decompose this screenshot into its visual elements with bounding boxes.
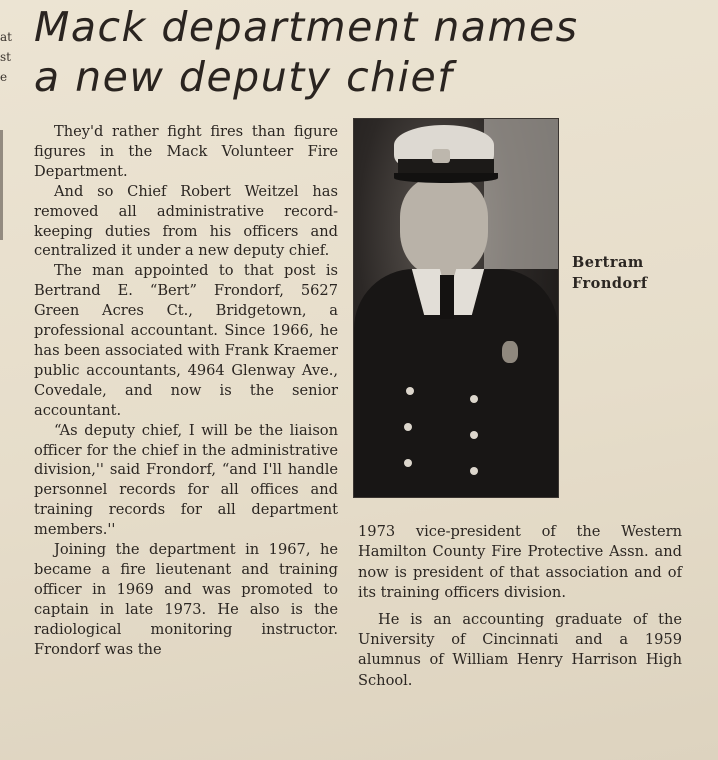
- paragraph: They'd rather fight fires than figure figures in the Mack Volunteer Fire Department.: [34, 123, 338, 180]
- jacket-button: [470, 467, 478, 475]
- jacket-button: [406, 387, 414, 395]
- paragraph: He is an accounting graduate of the University of Cincinnati and a 1959 alumnus of William Henry Harrison High School.: [358, 610, 682, 689]
- face: [400, 177, 488, 277]
- article-left-column: [34, 122, 338, 659]
- headline-line-1: Mack department names: [34, 3, 579, 51]
- headline-line-2: a new deputy chief: [34, 53, 454, 101]
- jacket-button: [404, 459, 412, 467]
- portrait-photo: [353, 118, 559, 498]
- paragraph: “As deputy chief, I will be the liaison officer for the chief in the administrative division,'' said Frondorf, “and I'll handle personnel records for all offices and training records for all department members.'': [34, 421, 338, 539]
- paragraph: Joining the department in 1967, he became a fire lieutenant and training officer in 1969 and was promoted to captain in late 1973. He also is the radiological monitoring instructor. Frondorf was the: [34, 541, 338, 658]
- fire-cap-brim: [394, 173, 498, 183]
- paragraph: And so Chief Robert Weitzel has removed all administrative record-keeping duties from his officers and centralized it under a new deputy chief.: [34, 182, 338, 260]
- photo-background: [484, 119, 558, 269]
- gutter-text-fragment: at: [0, 30, 12, 44]
- caption-line-1: Bertram: [572, 254, 644, 271]
- article-right-column: [358, 522, 682, 691]
- badge-pin-icon: [502, 341, 518, 363]
- jacket-button: [404, 423, 412, 431]
- article-headline: [34, 2, 704, 102]
- jacket-button: [470, 431, 478, 439]
- paragraph: The man appointed to that post is Bertrand E. “Bert” Frondorf, 5627 Green Acres Ct., Bridgetown, a professional accountant. Since 1966, he has been associated with Frank Kraemer public accountants, 4964 Glenway Ave., Covedale, and now is the senior accountant.: [34, 262, 338, 419]
- jacket-button: [470, 395, 478, 403]
- caption-line-2: Frondorf: [572, 275, 648, 292]
- photo-caption: [572, 252, 692, 294]
- cap-badge-icon: [432, 149, 450, 163]
- paragraph: 1973 vice-president of the Western Hamilton County Fire Protective Assn. and now is president of that association and of its training officers division.: [358, 523, 682, 602]
- gutter-text-fragment: st: [0, 50, 11, 64]
- gutter-text-fragment: e: [0, 70, 8, 84]
- gutter-rule: [0, 130, 3, 240]
- necktie: [440, 275, 454, 319]
